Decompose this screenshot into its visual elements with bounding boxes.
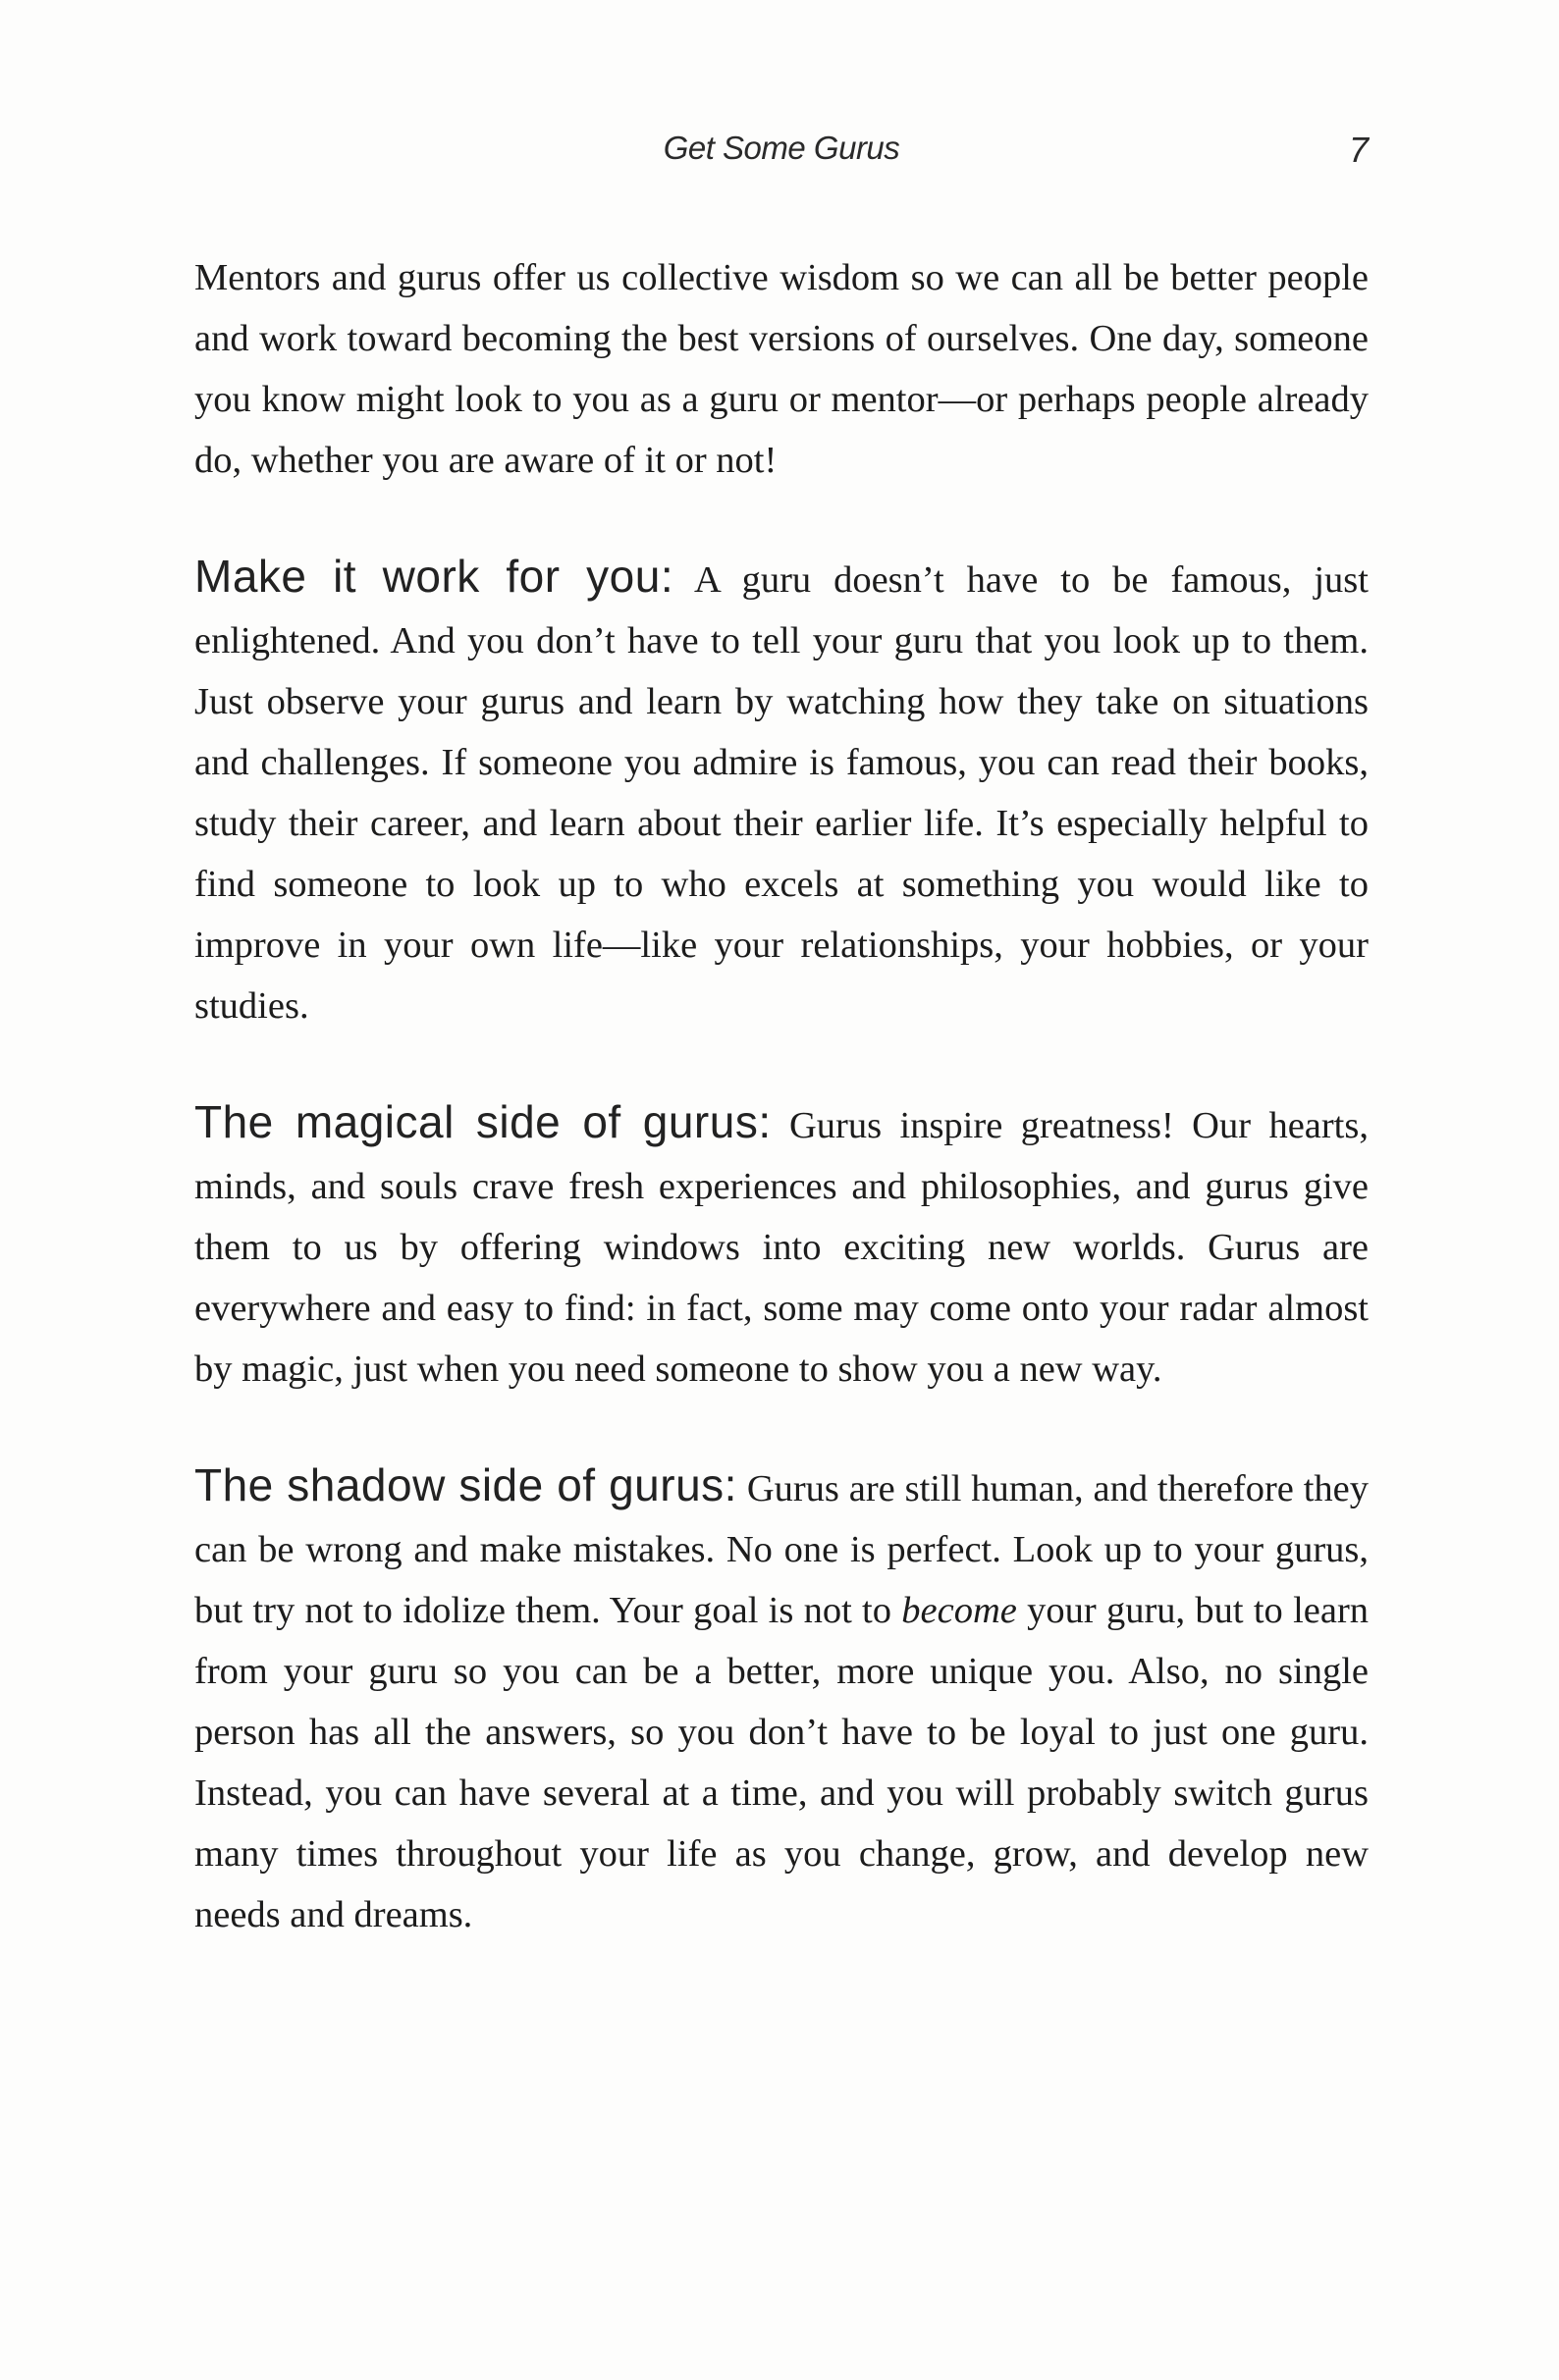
intro-paragraph-text: Mentors and gurus offer us collective wisdom so we can all be better people and work toward becoming the best versions of ourselves. One day, someone you know might look to you as a guru or mentor—or perhaps people already do, whether you are aware of it or not! [194, 257, 1369, 481]
make-it-work-heading: Make it work for you: [194, 551, 674, 602]
shadow-side-text-end: your guru, but to learn from your guru so you can be a better, more unique you. Also, no single person has all the answers, so you don’t have to be loyal to just one guru. Instead, you can have several at a time, and you will probably switch gurus many times throughout your life as you change, grow, and develop new needs and dreams. [194, 1590, 1370, 1935]
magical-side-heading: The magical side of gurus: [194, 1096, 772, 1147]
shadow-side-heading: The shadow side of gurus: [194, 1459, 737, 1510]
shadow-side-text-start: Gurus are still human, and therefore they can be wrong and make mistakes. No one is perfect. Look up to your gurus, but try not to idolize them. Your goal is not to [194, 1468, 1369, 1631]
magical-side-paragraph [194, 1095, 1369, 1400]
shadow-side-emphasis: become [901, 1590, 1017, 1631]
body-text [194, 247, 1369, 2004]
intro-paragraph [194, 247, 1369, 491]
make-it-work-paragraph [194, 550, 1369, 1036]
magical-side-text: Gurus inspire greatness! Our hearts, minds, and souls crave fresh experiences and philosophies, and gurus give them to us by offering windows into exciting new worlds. Gurus are everywhere and easy to find: in fact, some may come onto your radar almost by magic, just when you need someone to show you a new way. [194, 1105, 1369, 1390]
running-header-title: Get Some Gurus [663, 130, 900, 166]
shadow-side-paragraph [194, 1458, 1369, 1945]
make-it-work-text: A guru doesn’t have to be famous, just enlightened. And you don’t have to tell your guru that you look up to them. Just observe your gurus and learn by watching how they take on situations and challenges. If someone you admire is famous, you can read their books, study their career, and learn about their earlier life. It’s especially helpful to find someone to look up to who excels at something you would like to improve in your own life—like your relationships, your hobbies, or your studies. [194, 559, 1369, 1027]
running-header [194, 130, 1369, 179]
page-number: 7 [1348, 130, 1369, 170]
